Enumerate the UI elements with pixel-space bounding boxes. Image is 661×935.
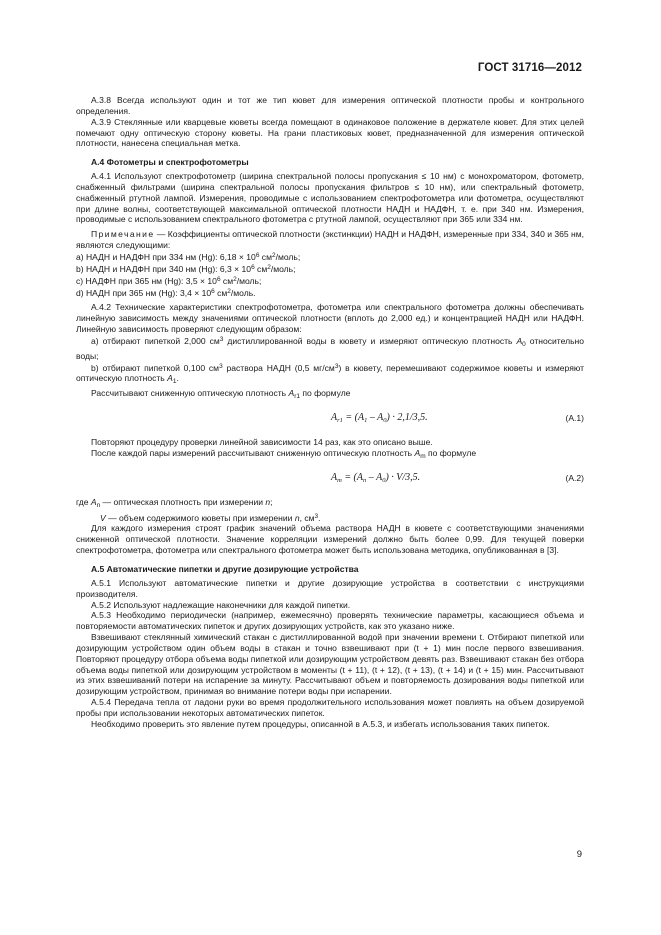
paragraph-a38: А.3.8 Всегда используют один и тот же тип кювет для измерения оптической плотности пробы и контрольного определения. xyxy=(76,95,584,116)
coef-item-c: c) НАДФН при 365 нм (Hg): $3,5 \times 10^6$ $см^2$/моль; xyxy=(76,275,262,286)
paragraph-calc1: Рассчитывают сниженную оптическую плотность $A_{r1}$ по формуле xyxy=(91,388,351,401)
formula-a1-expression: $A_{r1} = (A_1 - A_0) \cdot 2,1/3,5$. xyxy=(331,412,428,425)
paragraph-a39: А.3.9 Стеклянные или кварцевые кюветы всегда помещают в одинаковое положение в держателе кювет. Для этих целей помечают одну оптическую сторону кюветы. На грани пластиковых кювет, предназначенной для измерения оптической плотности, нанесена специальная метка. xyxy=(76,116,584,149)
document-body xyxy=(76,95,584,730)
coef-item-d: d) НАДН при 365 нм (Hg): $3,4 \times 10^6$ $см^2$/моль. xyxy=(76,287,256,298)
document-id: ГОСТ 31716—2012 xyxy=(477,62,582,74)
paragraph-a52: А.5.2 Используют надлежащие наконечники для каждой пипетки. xyxy=(91,599,351,610)
formula-a1 xyxy=(76,409,584,431)
paragraph-a54: А.5.4 Передача тепла от ладони руки во время продолжительного использования может повлиять на объем дозируемой пробы при использовании некоторых автоматических пипеток. xyxy=(76,697,584,718)
where-line-2: V — объем содержимого кюветы при измерении n, $см^3$. xyxy=(100,512,321,523)
paragraph-a53: А.5.3 Необходимо периодически (например, ежемесячно) проверять технические параметры, касающиеся объема и повторяемости автоматических пипеток и других дозирующих устройств, как это указано ниже. xyxy=(76,610,584,632)
section-heading-a4: А.4 Фотометры и спектрофотометры xyxy=(91,157,249,168)
where-line-1: где $A_n$ — оптическая плотность при измерении n; xyxy=(76,496,273,509)
paragraph-a51: А.5.1 Используют автоматические пипетки и другие дозирующие устройства в соответствии с инструкциями производителя. xyxy=(76,577,584,599)
paragraph-a42: А.4.2 Технические характеристики спектрофотометра, фотометра или спектрального фотометра должны обеспечивать линейную зависимость между значениями оптической плотности (вплоть до 2,000 ед.) и концентрацией НАДН или НАДФН. Линейную зависимость проверяют следующим образом: xyxy=(76,302,584,335)
paragraph-a54b: Необходимо проверить это явление путем процедуры, описанной в А.5.3, и избегать использования таких пипеток. xyxy=(91,718,550,729)
paragraph-repeat: Повторяют процедуру проверки линейной зависимости 14 раз, как это описано выше. xyxy=(91,437,433,448)
paragraph-a41: А.4.1 Используют спектрофотометр (ширина спектральной полосы пропускания ≤ 10 нм) с монохроматором, фотометр, снабженный фильтрами (ширина спектральной полосы пропускания фильтров ≤ 10 нм), или спектральный фотометр, снабженный ртутной лампой. Измерения, проводимые с использованием спектрофотометра или фотометра, осуществляют при длине волны, соответствующей максимальной оптической плотности НАДН и НАДФН, т. е. при 340 нм. Измерения, проводимые с использованием спектрального фотометра с ртутной лампой, осуществляют при 365 или 334 нм. xyxy=(76,171,584,225)
paragraph-graph: Для каждого измерения строят график значений объема раствора НАДН в кювете с соответствующими значениями сниженной оптической плотности. Значение корреляции измерений должно быть более 0,99. Для текущей поверки спектрофотометра, фотометра или спектрального фотометра может быть использована методика, опубликованная в [3]. xyxy=(76,523,584,556)
note-text: — Коэффициенты оптической плотности (экстинкции) НАДН и НАДФН, измеренные при 334, 340 и 365 нм, являются следующими: xyxy=(76,229,584,251)
formula-a2-expression: $A_m = (A_n - A_0) \cdot V/3,5$. xyxy=(331,471,421,484)
coef-item-a: а) НАДН и НАДФН при 334 нм (Hg): $6,18 \times 10^6$ $см^2$/моль; xyxy=(76,251,301,262)
formula-a2-number: (А.2) xyxy=(565,472,584,483)
formula-a2 xyxy=(76,469,584,491)
paragraph-calc2: После каждой пары измерений рассчитывают сниженную оптическую плотность $A_m$ по формуле xyxy=(91,447,477,460)
coef-item-b: b) НАДН и НАДФН при 340 нм (Hg): $6,3 \times 10^6$ $см^2$/моль; xyxy=(76,263,296,274)
paragraph-a53b: Взвешивают стеклянный химический стакан с дистиллированной водой при значении времени t. Отбирают пипеткой или дозирующим устройством один объем воды в стакан и точно взвешивают при (t + 1) мин после первого взвешивания. Повторяют процедуру отбора объема воды пипеткой или дозирующим устройством девять раз. Взвешивают стакан без отбора объема воды пипеткой или дозирующим устройством в моменты (t + 11), (t + 12), (t + 13), (t + 14) и (t + 15) мин. Рассчитывают из этих взвешиваний потери на испарение за минуту. Рассчитывают объем и повторяемость дозирования воды пипеткой или дозирующим устройством, принимая во внимание потери воды при испарении. xyxy=(76,632,584,697)
note-paragraph xyxy=(76,229,584,251)
paragraph-a42a: а) отбирают пипеткой 2,000 $см^3$ дистиллированной воды в кювету и измеряют оптическую плотность $A_0$ относительно воды; xyxy=(76,335,585,361)
note-label: Примечание xyxy=(91,229,155,240)
page-number: 9 xyxy=(576,849,582,860)
paragraph-a42b: b) отбирают пипеткой 0,100 $см^3$ раствора НАДН (0,5 $мг/см^3$) в кювету, перемешивают содержимое кюветы и измеряют оптическую плотность $A_1$. xyxy=(76,362,584,386)
section-heading-a5: А.5 Автоматические пипетки и другие дозирующие устройства xyxy=(91,564,359,574)
formula-a1-number: (А.1) xyxy=(565,413,584,424)
